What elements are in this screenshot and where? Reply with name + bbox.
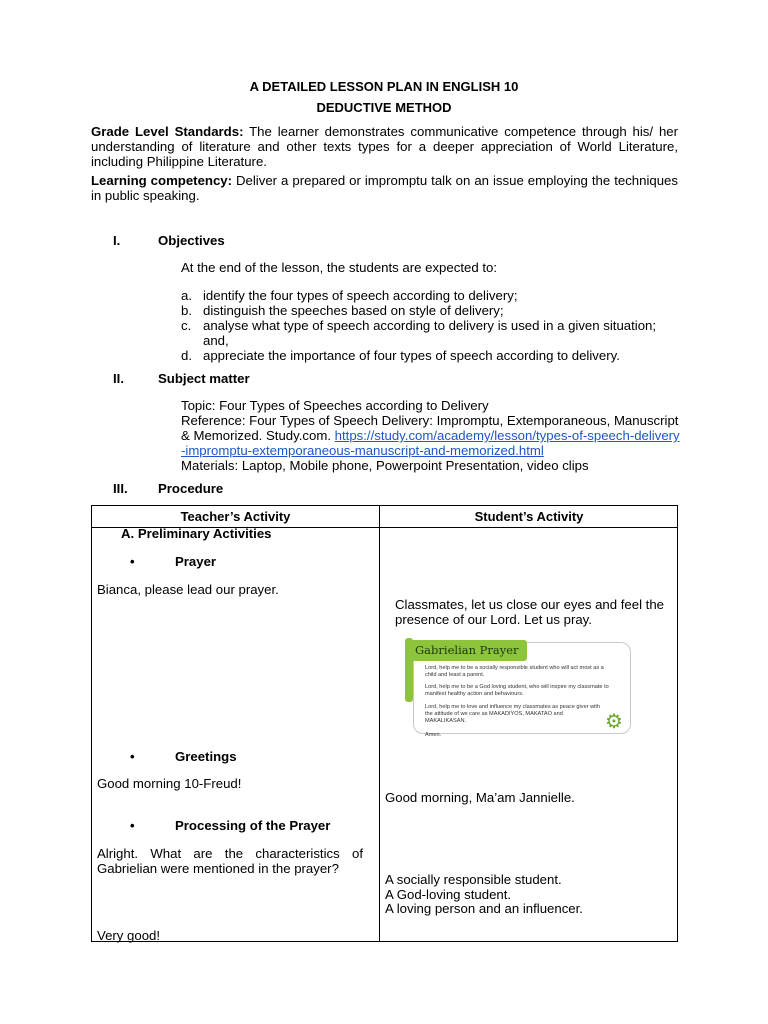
list-item (181, 348, 681, 363)
competency-label: Learning competency: (91, 173, 233, 188)
section-title-objectives: Objectives (158, 233, 225, 248)
processing-heading: Processing of the Prayer (175, 818, 331, 833)
list-marker: b. (181, 303, 192, 318)
card-line: Lord, help me to love and influence my classmates as peace giver with the attitude of we care as MAKADIYOS, MAKATAO and MAKALIKASAN. (425, 704, 601, 724)
competency-text: Deliver a prepared or impromptu talk on an issue employing the techniques in public speaking. (91, 173, 678, 203)
answer-3: A loving person and an influencer. (385, 901, 583, 916)
list-item (181, 303, 681, 318)
subject-matter-block (181, 398, 681, 473)
list-marker: d. (181, 348, 192, 363)
card-title: Gabrielian Prayer (409, 640, 527, 661)
section-title-subject: Subject matter (158, 371, 250, 386)
prayer-teacher-text: Bianca, please lead our prayer. (97, 582, 279, 597)
column-divider (379, 506, 380, 941)
section-number-objectives: I. (113, 233, 121, 248)
card-line: Lord, help me to be a God loving student, who will inspire my classmate to manifest healthy action and behaviours. (425, 684, 609, 697)
list-item-text: analyse what type of speech according to delivery is used in a given situation; and, (203, 318, 657, 348)
card-line: Amen. (425, 732, 442, 738)
gear-icon: ⚙ (605, 711, 623, 733)
list-item-text: identify the four types of speech according to delivery; (203, 288, 518, 303)
reference-line (181, 413, 681, 458)
reference-text: Reference: Four Types of Speech Delivery: Impromptu, Extemporaneous, Manuscript & Memorized. Study.com. (181, 413, 679, 443)
greetings-heading: Greetings (175, 749, 237, 764)
processing-teacher-text: Alright. What are the characteristics of Gabrielian were mentioned in the prayer? (97, 846, 363, 876)
list-item (181, 318, 681, 348)
reference-link[interactable]: https://study.com/academy/lesson/types-of-speech-delivery-impromptu-extemporaneous-manuscript-and-memorized.html (181, 428, 680, 458)
bullet: • (130, 749, 135, 764)
page-title: A DETAILED LESSON PLAN IN ENGLISH 10 (249, 79, 519, 94)
list-item-text: appreciate the importance of four types of speech according to delivery. (203, 348, 620, 363)
standards-text: The learner demonstrates communicative competence through his/ her understanding of literature and other texts types for a deeper appreciation of World Literature, including Philippine Literature. (91, 124, 678, 169)
teacher-activity-header: Teacher’s Activity (180, 509, 291, 524)
student-activity-header: Student’s Activity (474, 509, 584, 524)
gabrielian-prayer-card (405, 634, 635, 738)
objectives-list (181, 288, 681, 363)
standards-label: Grade Level Standards: (91, 124, 244, 139)
topic-line: Topic: Four Types of Speeches according to Delivery (181, 398, 489, 413)
page-subtitle: DEDUCTIVE METHOD (316, 100, 452, 115)
learning-competency (91, 173, 678, 203)
prayer-heading: Prayer (175, 554, 217, 569)
list-marker: a. (181, 288, 192, 303)
materials-line: Materials: Laptop, Mobile phone, Powerpoint Presentation, video clips (181, 458, 589, 473)
prayer-student-text: Classmates, let us close our eyes and feel the presence of our Lord. Let us pray. (395, 597, 665, 627)
activity-table (91, 505, 678, 942)
bullet: • (130, 554, 135, 569)
section-number-procedure: III. (113, 481, 128, 496)
section-number-subject: II. (113, 371, 124, 386)
card-line: Lord, help me to be a socially responsible student who will act most as a child and least a parent. (425, 665, 604, 678)
objectives-intro: At the end of the lesson, the students are expected to: (181, 260, 497, 275)
very-good-text: Very good! (97, 928, 161, 943)
list-item (181, 288, 681, 303)
answer-1: A socially responsible student. (385, 872, 562, 887)
greetings-student-text: Good morning, Ma’am Jannielle. (385, 790, 575, 805)
answer-2: A God-loving student. (385, 887, 512, 902)
list-marker: c. (181, 318, 192, 333)
preliminary-activities-heading: A. Preliminary Activities (121, 526, 272, 541)
bullet: • (130, 818, 135, 833)
grade-level-standards (91, 124, 678, 169)
section-title-procedure: Procedure (158, 481, 224, 496)
list-item-text: distinguish the speeches based on style of delivery; (203, 303, 504, 318)
greetings-teacher-text: Good morning 10-Freud! (97, 776, 242, 791)
